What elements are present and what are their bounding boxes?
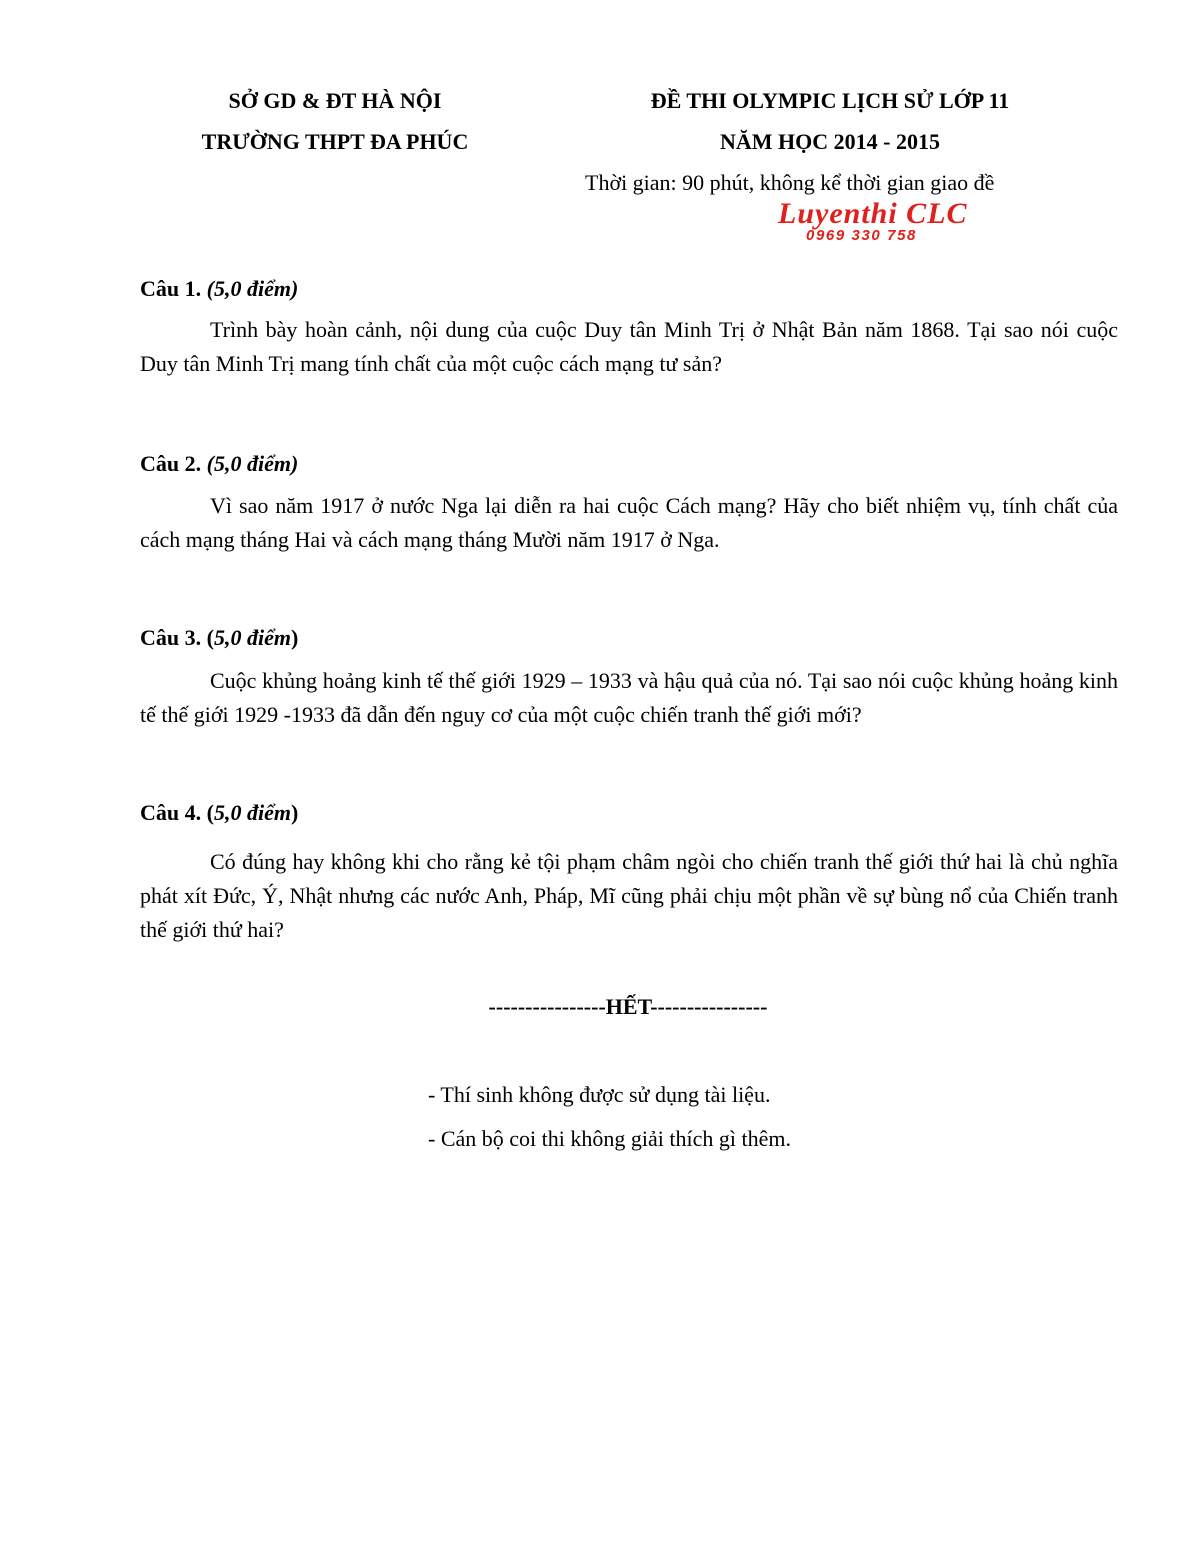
question-points: (5,0 điểm) [206, 276, 299, 301]
question-3-label [140, 625, 298, 651]
question-2-text [140, 489, 1118, 557]
question-4-text [140, 845, 1118, 947]
question-number: Câu 4. [140, 800, 202, 825]
watermark-name: Luyenthi CLC [778, 197, 968, 230]
question-text: Vì sao năm 1917 ở nước Nga lại diễn ra hai cuộc Cách mạng? Hãy cho biết nhiệm vụ, tính chất của cách mạng tháng Hai và cách mạng tháng Mười năm 1917 ở Nga. [140, 493, 1118, 552]
paren-open: ( [206, 625, 214, 650]
question-points: 5,0 điểm [213, 625, 291, 650]
question-2-label [140, 451, 298, 477]
question-points: 5,0 điểm [213, 800, 291, 825]
school-year: NĂM HỌC 2014 - 2015 [720, 129, 940, 154]
paren-open: ( [206, 800, 214, 825]
question-1-label [140, 276, 298, 302]
question-number: Câu 3. [140, 625, 202, 650]
note-no-explanations: - Cán bộ coi thi không giải thích gì thêm. [428, 1126, 791, 1151]
department-name: SỞ GD & ĐT HÀ NỘI [228, 88, 442, 113]
paren-close: ) [290, 800, 299, 825]
question-points: (5,0 điểm) [206, 451, 299, 476]
question-text: Có đúng hay không khi cho rằng kẻ tội phạm châm ngòi cho chiến tranh thế giới thứ hai là chủ nghĩa phát xít Đức, Ý, Nhật nhưng các nước Anh, Pháp, Mĩ cũng phải chịu một phần về sự bùng nổ của Chiến tranh thế giới thứ hai? [140, 849, 1118, 942]
note-no-materials: - Thí sinh không được sử dụng tài liệu. [428, 1082, 771, 1107]
question-3-text [140, 664, 1118, 732]
exam-title: ĐỀ THI OLYMPIC LỊCH SỬ LỚP 11 [650, 88, 1010, 113]
luyenthi-watermark [772, 197, 1002, 249]
question-text: Cuộc khủng hoảng kinh tế thế giới 1929 – 1933 và hậu quả của nó. Tại sao nói cuộc khủng hoảng kinh tế thế giới 1929 -1933 đã dẫn đến nguy cơ của một cuộc chiến tranh thế giới mới? [140, 668, 1118, 727]
end-marker: ----------------HẾT---------------- [488, 994, 768, 1019]
question-1-text [140, 313, 1118, 381]
question-number: Câu 2. [140, 451, 202, 476]
question-4-label [140, 800, 298, 826]
watermark-phone: 0969 330 758 [806, 227, 917, 244]
question-number: Câu 1. [140, 276, 202, 301]
school-name: TRƯỜNG THPT ĐA PHÚC [201, 129, 469, 154]
question-text: Trình bày hoàn cảnh, nội dung của cuộc Duy tân Minh Trị ở Nhật Bản năm 1868. Tại sao nói cuộc Duy tân Minh Trị mang tính chất của một cuộc cách mạng tư sản? [140, 317, 1118, 376]
time-note: Thời gian: 90 phút, không kể thời gian giao đề [585, 170, 995, 195]
paren-close: ) [290, 625, 299, 650]
